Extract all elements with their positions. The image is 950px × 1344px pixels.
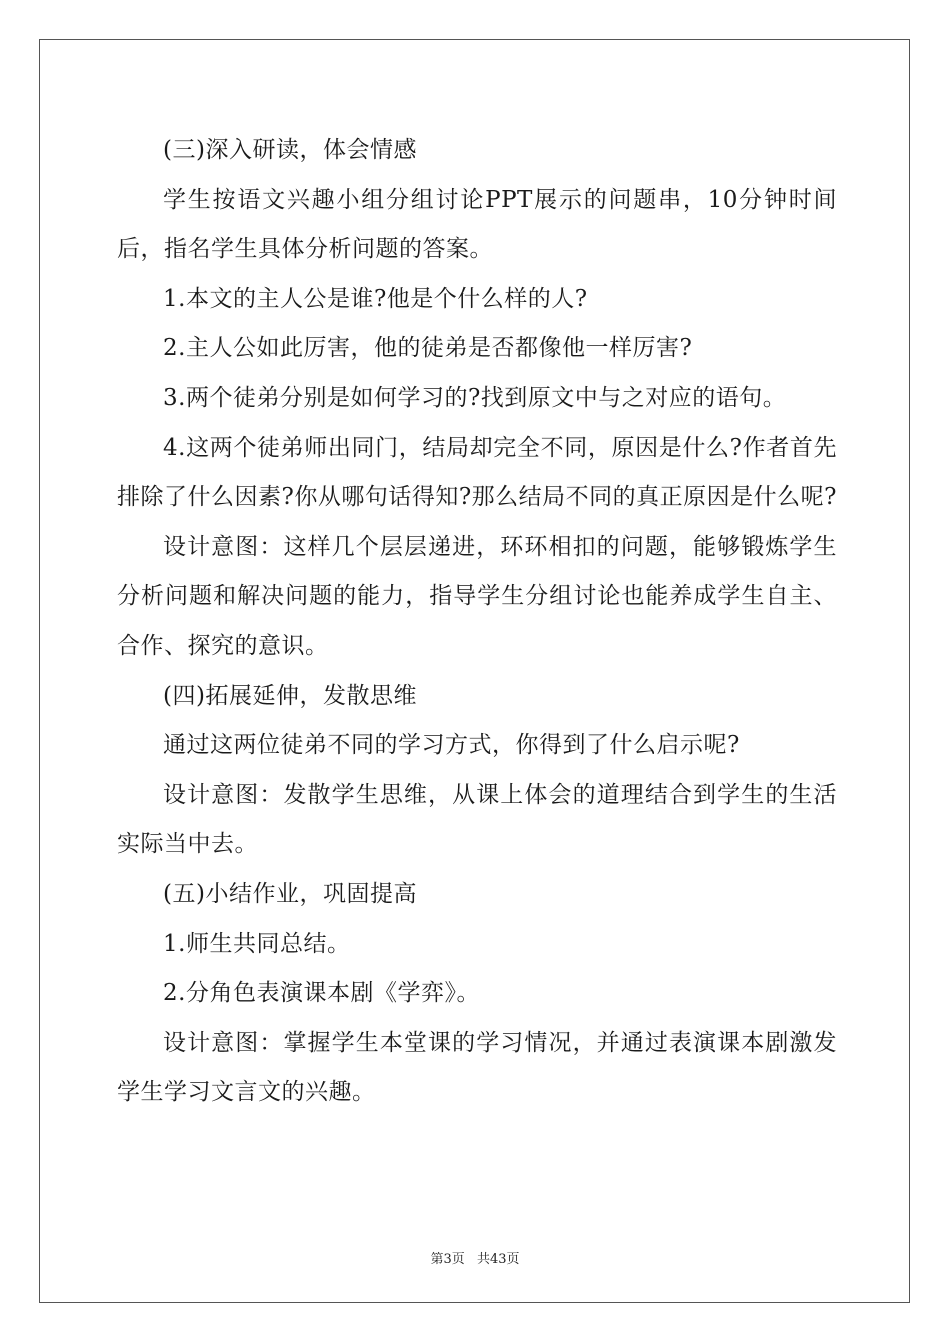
page-footer (0, 1248, 950, 1267)
section-heading: (五)小结作业，巩固提高 (163, 880, 417, 907)
section-heading: (四)拓展延伸，发散思维 (163, 682, 417, 709)
section-heading: (三)深入研读，体会情感 (163, 137, 417, 163)
page-total: 共43页 (476, 1252, 520, 1267)
list-item: 1.本文的主人公是谁?他是个什么样的人? (163, 285, 588, 312)
paragraph: 通过这两位徒弟不同的学习方式，你得到了什么启示呢? (163, 732, 740, 759)
paragraph: 设计意图：这样几个层层递进，环环相扣的问题，能够锻炼学生分析问题和解决问题的能力，指导学生分组讨论也能养成学生自主、合作、探究的意识。 (117, 533, 837, 659)
paragraph: 学生按语文兴趣小组分组讨论PPT展示的问题串，10分钟时间后，指名学生具体分析问题的答案。 (117, 186, 837, 263)
list-item: 4.这两个徒弟师出同门，结局却完全不同，原因是什么?作者首先排除了什么因素?你从哪句话得知?那么结局不同的真正原因是什么呢? (117, 434, 837, 511)
list-item: 1.师生共同总结。 (163, 930, 351, 957)
list-item: 3.两个徒弟分别是如何学习的?找到原文中与之对应的语句。 (163, 384, 787, 411)
paragraph: 设计意图：发散学生思维，从课上体会的道理结合到学生的生活实际当中去。 (117, 781, 837, 858)
list-item: 2.分角色表演课本剧《学弈》。 (163, 980, 480, 1007)
paragraph: 设计意图：掌握学生本堂课的学习情况，并通过表演课本剧激发学生学习文言文的兴趣。 (117, 1029, 837, 1106)
document-body (117, 126, 837, 1118)
list-item: 2.主人公如此厉害，他的徒弟是否都像他一样厉害? (163, 335, 693, 362)
page-number: 第3页 (430, 1252, 465, 1267)
